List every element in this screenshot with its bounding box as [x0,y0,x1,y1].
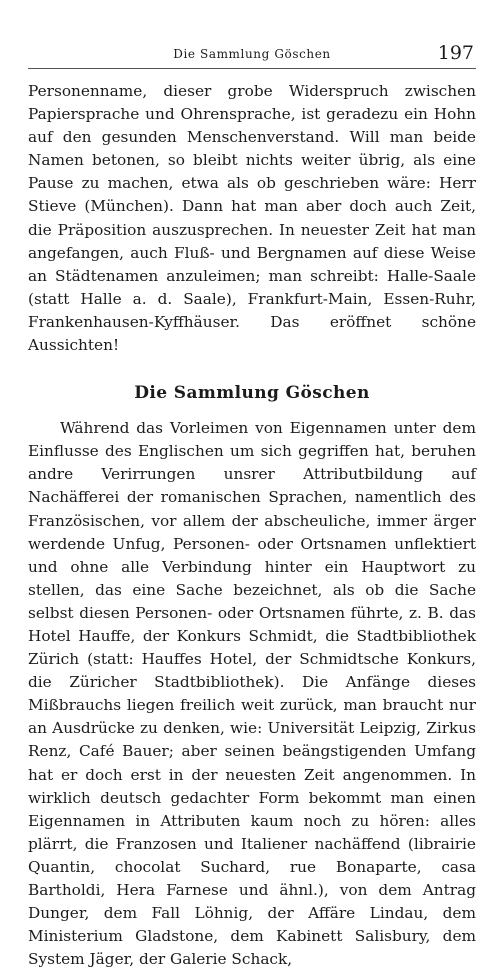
paragraph-continued: Personenname, dieser grobe Widerspruch zwischen Papiersprache und Ohrensprache, ist geradezu ein Hohn auf den gesunden Menschenverstand. Will man beide Namen betonen, so bleibt nichts weiter übrig, als eine Pause zu machen, etwa als ob geschrieben wäre: Herr Stieve (München). Dann hat man aber doch auch Zeit, die Präposition auszusprechen. In neuester Zeit hat man angefangen, auch Fluß- und Bergnamen auf diese Weise an Städtenamen anzuleimen; man schreibt: Halle-Saale (statt Halle a. d. Saale), Frankfurt-Main, Essen-Ruhr, Frankenhausen-Kyffhäuser. Das eröffnet schöne Aussichten! [28,82,476,355]
book-page [28,38,476,971]
section-heading: Die Sammlung Göschen [134,383,370,404]
header-rule [28,68,476,69]
running-title: Die Sammlung Göschen [173,47,331,61]
page-number: 197 [437,42,474,64]
paragraph-section-body: Während das Vorleimen von Eigennamen unter dem Einflusse des Englischen um sich gegriffen hat, beruhen andre Verirrungen unsrer Attributbildung auf Nachäfferei der romanischen Sprachen, namentlich des Französischen, vor allem der abscheuliche, immer ärger werdende Unfug, Personen- oder Ortsnamen unflektiert und ohne alle Verbindung hinter ein Hauptwort zu stellen, das eine Sache bezeichnet, als ob die Sache selbst diesen Personen- oder Ortsnamen führte, z. B. das Hotel Hauffe, der Konkurs Schmidt, die Stadtbibliothek Zürich (statt: Hauffes Hotel, der Schmidtsche Konkurs, die Züricher Stadtbibliothek). Die Anfänge dieses Mißbrauchs liegen freilich weit zurück, man braucht nur an Ausdrücke zu denken, wie: Universität Leipzig, Zirkus Renz, Café Bauer; aber seinen beängstigenden Umfang hat er doch erst in der neuesten Zeit angenommen. In wirklich deutsch gedachter Form bekommt man einen Eigennamen in Attributen kaum noch zu hören: alles plärrt, die Franzosen und Italiener nachäffend (librairie Quantin, chocolat Suchard, rue Bonaparte, casa Bartholdi, Hera Farnese und ähnl.), von dem Antrag Dunger, dem Fall Löhnig, der Affäre Lindau, dem Ministerium Gladstone, dem Kabinett Salisbury, dem System Jäger, der Galerie Schack, [28,419,476,969]
running-head [28,38,476,70]
